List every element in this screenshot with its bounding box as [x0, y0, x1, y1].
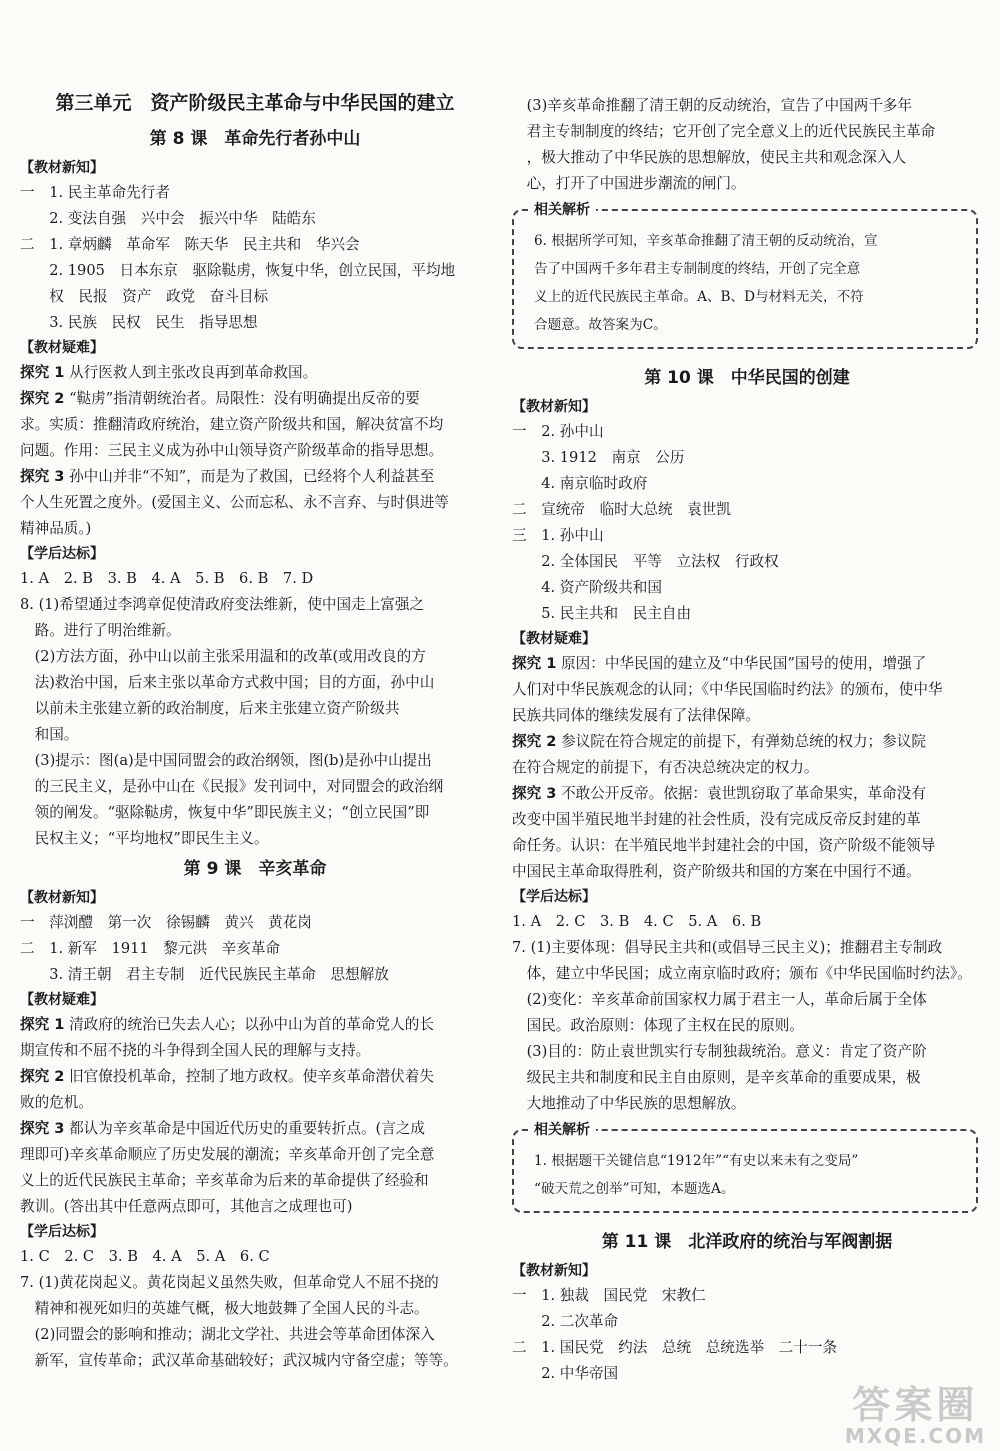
- text-line: 4. 资产阶级共和国: [512, 579, 662, 596]
- text-line: 以前未主张建立新的政治制度，后来主张建立资产阶级共: [20, 700, 400, 717]
- text-line: 7. (1)主要体现：倡导民主共和(或倡导三民主义)；推翻君主专制政: [512, 939, 943, 956]
- analysis-box-title: 相关解析: [528, 199, 596, 221]
- text-line: 5. 民主共和 民主自由: [512, 605, 692, 622]
- text-line: 1. A 2. C 3. B 4. C 5. A 6. B: [512, 913, 762, 930]
- inquiry-text: 原因：中华民国的建立及“中华民国”国号的使用，增强了: [561, 655, 927, 672]
- unit-title: 第三单元 资产阶级民主革命与中华民国的建立: [55, 92, 455, 114]
- inquiry-text: 旧官僚投机革命，控制了地方政权。使辛亥革命潜伏着失: [69, 1068, 434, 1085]
- text-line: 精神品质。): [20, 520, 92, 537]
- text-line: 的三民主义，是孙中山在《民报》发刊词中，对同盟会的政治纲: [20, 778, 444, 795]
- text-line: [20, 1064, 490, 1090]
- watermark-url: MXQE.COM: [844, 1424, 986, 1448]
- lesson-8: [20, 122, 490, 852]
- text-line: 2. 1905 日本东京 驱除鞑虏，恢复中华，创立民国，平均地: [20, 262, 456, 279]
- inquiry-label: 探究 3: [20, 468, 65, 485]
- inquiry-label: 探究 2: [20, 390, 65, 407]
- text-line: 1. A 2. B 3. B 4. A 5. B 6. B 7. D: [20, 570, 314, 587]
- text-line: 君主专制制度的终结；它开创了完全意义上的近代民族民主革命: [512, 123, 936, 140]
- text-line: 权 民报 资产 政党 奋斗目标: [20, 288, 269, 305]
- left-column: [20, 88, 490, 1374]
- text-line: 3. 1912 南京 公历: [512, 449, 685, 466]
- lesson-sections: [20, 156, 490, 852]
- text-line: 心，打开了中国进步潮流的闸门。: [512, 175, 746, 192]
- section-heading: 【学后达标】: [512, 889, 596, 905]
- site-watermark: [845, 1385, 986, 1447]
- text-line: 级民主共和制度和民主自由原则，是辛亥革命的重要成果，极: [512, 1069, 921, 1086]
- inquiry-text: 从行医救人到主张改良再到革命救国。: [69, 364, 318, 381]
- text-line: (2)同盟会的影响和推动；湖北文学社、共进会等革命团体深入: [20, 1326, 435, 1343]
- lesson-sections: [512, 1259, 982, 1387]
- text-line: (2)变化：辛亥革命前国家权力属于君主一人，革命后属于全体: [512, 991, 927, 1008]
- text-line: 8. (1)希望通过李鸿章促使清政府变法维新，使中国走上富强之: [20, 596, 425, 613]
- text-line: 告了中国两千多年君主专制制度的终结，开创了完全意: [534, 261, 861, 277]
- text-line: 中国民主革命取得胜利，资产阶级共和国的方案在中国行不通。: [512, 863, 921, 880]
- text-line: 大地推动了中华民族的思想解放。: [512, 1095, 746, 1112]
- text-line: (3)目的：防止袁世凯实行专制独裁统治。意义：肯定了资产阶: [512, 1043, 927, 1060]
- text-line: 体，建立中华民国；成立南京临时政府；颁布《中华民国临时约法》。: [512, 965, 972, 982]
- answer-continuation: [512, 93, 982, 197]
- text-line: 义上的近代民族民主革命。A、B、D与材料无关，不符: [534, 289, 864, 305]
- text-line: (3)辛亥革命推翻了清王朝的反动统治，宣告了中国两千多年: [512, 97, 913, 114]
- text-line: 2. 中华帝国: [512, 1365, 619, 1382]
- text-line: 义上的近代民族民主革命；辛亥革命为后来的革命提供了经验和: [20, 1172, 429, 1189]
- inquiry-label: 探究 3: [20, 1120, 65, 1137]
- text-line: ，极大推动了中华民族的思想解放，使民主共和观念深入人: [512, 149, 907, 166]
- analysis-text: [534, 227, 962, 339]
- analysis-box-title: 相关解析: [528, 1119, 596, 1141]
- text-line: 命任务。认识：在半殖民地半封建社会的中国，资产阶级不能领导: [512, 837, 936, 854]
- text-line: 民权主义；“平均地权”即民生主义。: [20, 830, 269, 847]
- text-line: 精神和视死如归的英雄气概，极大地鼓舞了全国人民的斗志。: [20, 1300, 429, 1317]
- lesson-9: [20, 852, 490, 1374]
- text-line: 三 1. 孙中山: [512, 527, 604, 544]
- text-line: 二 宣统帝 临时大总统 袁世凯: [512, 501, 731, 518]
- lesson-title: 第 11 课 北洋政府的统治与军阀割据: [601, 1232, 893, 1252]
- lesson-sections: [20, 886, 490, 1374]
- inquiry-label: 探究 3: [512, 785, 557, 802]
- text-line: 2. 全体国民 平等 立法权 行政权: [512, 553, 779, 570]
- text-line: 国民。政治原则：体现了主权在民的原则。: [512, 1017, 804, 1034]
- section-heading: 【教材疑难】: [20, 340, 104, 356]
- inquiry-text: 清政府的统治已失去人心；以孙中山为首的革命党人的长: [69, 1016, 434, 1033]
- text-line: 问题。作用：三民主义成为孙中山领导资产阶级革命的指导思想。: [20, 442, 444, 459]
- text-line: 3. 民族 民权 民生 指导思想: [20, 314, 258, 331]
- text-line: 求。实质：推翻清政府统治，建立资产阶级共和国，解决贫富不均: [20, 416, 444, 433]
- text-line: “破天荒之创举”可知，本题选A。: [534, 1181, 735, 1197]
- text-line: 合题意。故答案为C。: [534, 317, 667, 333]
- lesson-11: [512, 1225, 982, 1387]
- text-line: 二 1. 章炳麟 革命军 陈天华 民主共和 华兴会: [20, 236, 360, 253]
- text-line: 4. 南京临时政府: [512, 475, 648, 492]
- inquiry-text: 参议院在符合规定的前提下，有弹劾总统的权力；参议院: [561, 733, 926, 750]
- analysis-box: [512, 202, 978, 349]
- text-line: 一 2. 孙中山: [512, 423, 604, 440]
- section-heading: 【学后达标】: [20, 546, 104, 562]
- text-line: 教训。(答出其中任意两点即可，其他言之成理也可): [20, 1198, 353, 1215]
- text-line: [20, 386, 490, 412]
- inquiry-text: “鞑虏”指清朝统治者。局限性：没有明确提出反帝的要: [69, 390, 420, 407]
- lesson-title: 第 8 课 革命先行者孙中山: [149, 129, 361, 149]
- text-line: 2. 变法自强 兴中会 振兴中华 陆皓东: [20, 210, 316, 227]
- section-heading: 【教材疑难】: [512, 631, 596, 647]
- section-heading: 【教材新知】: [512, 1263, 596, 1279]
- lesson-title: 第 10 课 中华民国的创建: [644, 368, 850, 388]
- text-line: [20, 1116, 490, 1142]
- lesson-title: 第 9 课 辛亥革命: [183, 859, 327, 879]
- text-line: 3. 清王朝 君主专制 近代民族民主革命 思想解放: [20, 966, 389, 983]
- text-line: [20, 360, 490, 386]
- text-line: [20, 464, 490, 490]
- text-line: 一 1. 民主革命先行者: [20, 184, 170, 201]
- inquiry-text: 不敢公开反帝。依据：袁世凯窃取了革命果实，革命没有: [561, 785, 926, 802]
- text-line: 法)救治中国，后来主张以革命方式救中国；目的方面，孙中山: [20, 674, 435, 691]
- text-line: 民族共同体的继续发展有了法律保障。: [512, 707, 761, 724]
- text-line: 人们对中华民族观念的认同；《中华民国临时约法》的颁布，使中华: [512, 681, 943, 698]
- analysis-text: [534, 1147, 962, 1203]
- text-line: 一 萍浏醴 第一次 徐锡麟 黄兴 黄花岗: [20, 914, 312, 931]
- lesson-10: [512, 361, 982, 1117]
- text-line: 理即可)辛亥革命顺应了历史发展的潮流；辛亥革命开创了完全意: [20, 1146, 435, 1163]
- inquiry-label: 探究 1: [20, 364, 65, 381]
- watermark-text: 答案圈: [852, 1383, 979, 1427]
- text-line: 6. 根据所学可知，辛亥革命推翻了清王朝的反动统治，宣: [534, 233, 878, 249]
- text-line: 改变中国半殖民地半封建的社会性质，没有完成反帝反封建的革: [512, 811, 921, 828]
- inquiry-text: 都认为辛亥革命是中国近代历史的重要转折点。(言之成: [69, 1120, 426, 1137]
- text-line: [512, 651, 982, 677]
- text-line: [512, 729, 982, 755]
- text-line: 新军，宣传革命；武汉革命基础较好；武汉城内守备空虚；等等。: [20, 1352, 458, 1369]
- inquiry-label: 探究 2: [20, 1068, 65, 1085]
- lesson-sections: [512, 395, 982, 1117]
- text-line: [512, 781, 982, 807]
- text-line: 1. 根据题干关键信息“1912年”“有史以来未有之变局”: [534, 1153, 859, 1169]
- text-line: 期宣传和不屈不挠的斗争得到全国人民的理解与支持。: [20, 1042, 371, 1059]
- text-line: 2. 二次革命: [512, 1313, 619, 1330]
- text-line: 个人生死置之度外。(爱国主义、公而忘私、永不言弃、与时俱进等: [20, 494, 449, 511]
- text-line: 在符合规定的前提下，有否决总统决定的权力。: [512, 759, 819, 776]
- text-line: (2)方法方面，孙中山以前主张采用温和的改革(或用改良的方: [20, 648, 426, 665]
- text-line: 二 1. 国民党 约法 总统 总统选举 二十一条: [512, 1339, 838, 1356]
- inquiry-label: 探究 1: [20, 1016, 65, 1033]
- text-line: 路。进行了明治维新。: [20, 622, 181, 639]
- inquiry-text: 孙中山并非“不知”，而是为了救国，已经将个人利益甚至: [69, 468, 435, 485]
- text-line: 和国。: [20, 726, 79, 743]
- section-heading: 【教材新知】: [512, 399, 596, 415]
- inquiry-label: 探究 2: [512, 733, 557, 750]
- section-heading: 【教材疑难】: [20, 992, 104, 1008]
- section-heading: 【学后达标】: [20, 1224, 104, 1240]
- text-line: 一 1. 独裁 国民党 宋教仁: [512, 1287, 706, 1304]
- text-line: 二 1. 新军 1911 黎元洪 辛亥革命: [20, 940, 281, 957]
- text-line: 7. (1)黄花岗起义。黄花岗起义虽然失败，但革命党人不屈不挠的: [20, 1274, 439, 1291]
- text-line: [20, 1012, 490, 1038]
- section-heading: 【教材新知】: [20, 160, 104, 176]
- inquiry-label: 探究 1: [512, 655, 557, 672]
- text-line: (3)提示：图(a)是中国同盟会的政治纲领，图(b)是孙中山提出: [20, 752, 432, 769]
- right-column: [512, 93, 982, 1387]
- analysis-box: [512, 1122, 978, 1213]
- text-line: 1. C 2. C 3. B 4. A 5. A 6. C: [20, 1248, 270, 1265]
- text-line: 领的阐发。“驱除鞑虏，恢复中华”即民族主义；“创立民国”即: [20, 804, 430, 821]
- section-heading: 【教材新知】: [20, 890, 104, 906]
- text-line: 败的危机。: [20, 1094, 93, 1111]
